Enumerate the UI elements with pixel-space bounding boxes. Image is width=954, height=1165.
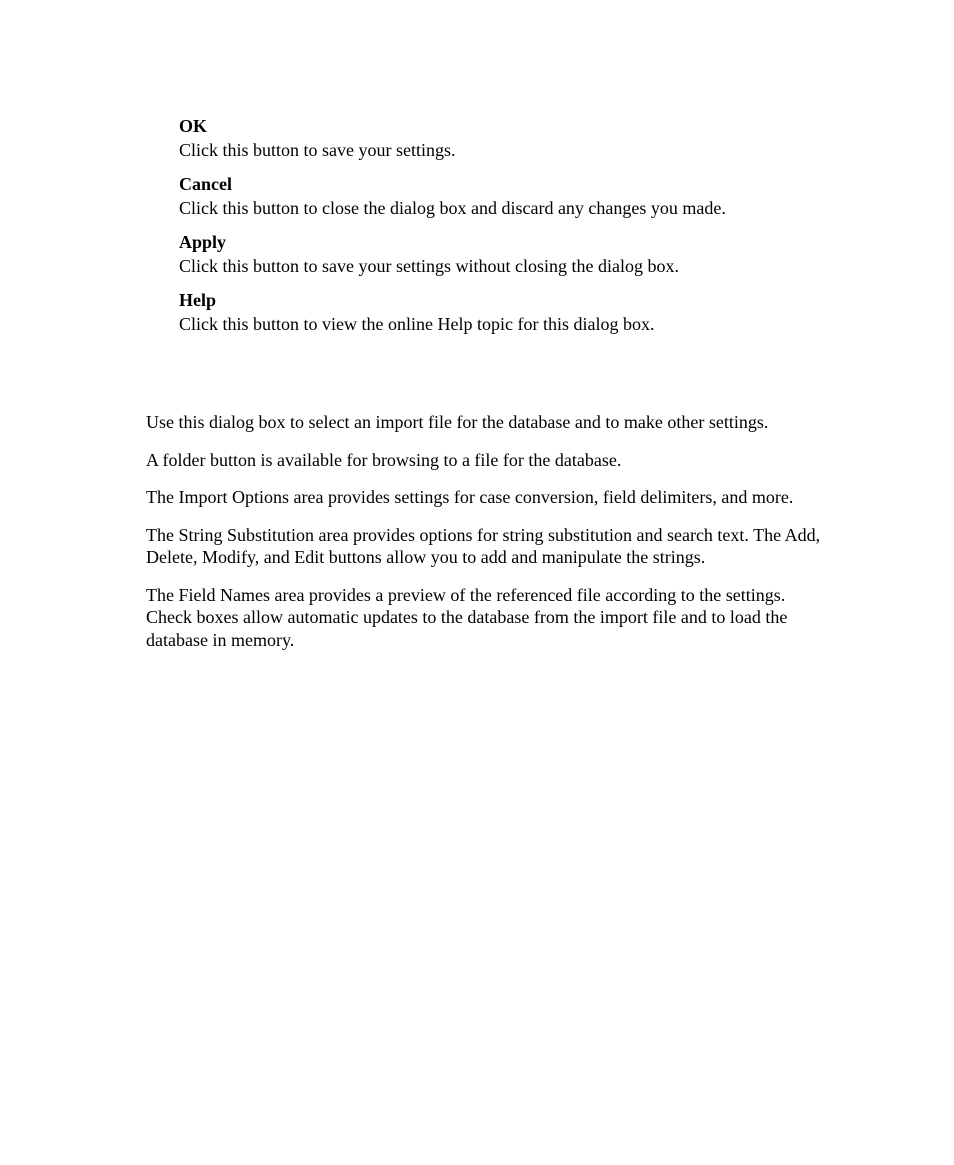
paragraph-field-names: The Field Names area provides a preview of the referenced file according to the settings. Check boxes allow automatic updates to the database from the import file and to load the database in memory. bbox=[146, 584, 788, 650]
definition-description: Click this button to view the online Help topic for this dialog box. bbox=[179, 314, 655, 334]
paragraph-folder-button: A folder button is available for browsing to a file for the database. bbox=[146, 449, 622, 470]
definition-help bbox=[179, 288, 879, 336]
definition-description: Click this button to close the dialog box and discard any changes you made. bbox=[179, 198, 726, 218]
button-definitions-list bbox=[179, 114, 879, 346]
paragraph-string-substitution: The String Substitution area provides options for string substitution and search text. The Add, Delete, Modify, and Edit buttons allow you to add and manipulate the strings. bbox=[146, 524, 821, 567]
definition-term: OK bbox=[179, 116, 208, 136]
definition-term: Apply bbox=[179, 232, 227, 252]
paragraph-import-options: The Import Options area provides settings for case conversion, field delimiters, and more. bbox=[146, 487, 794, 507]
definition-term: Cancel bbox=[179, 174, 232, 194]
paragraph-intro: Use this dialog box to select an import file for the database and to make other settings. bbox=[146, 412, 769, 432]
definition-description: Click this button to save your settings. bbox=[179, 140, 456, 160]
definition-cancel bbox=[179, 172, 879, 220]
definition-term: Help bbox=[179, 290, 217, 310]
definition-apply bbox=[179, 230, 879, 278]
definition-ok bbox=[179, 114, 879, 162]
definition-description: Click this button to save your settings without closing the dialog box. bbox=[179, 256, 679, 276]
dialog-description-section bbox=[146, 411, 826, 666]
